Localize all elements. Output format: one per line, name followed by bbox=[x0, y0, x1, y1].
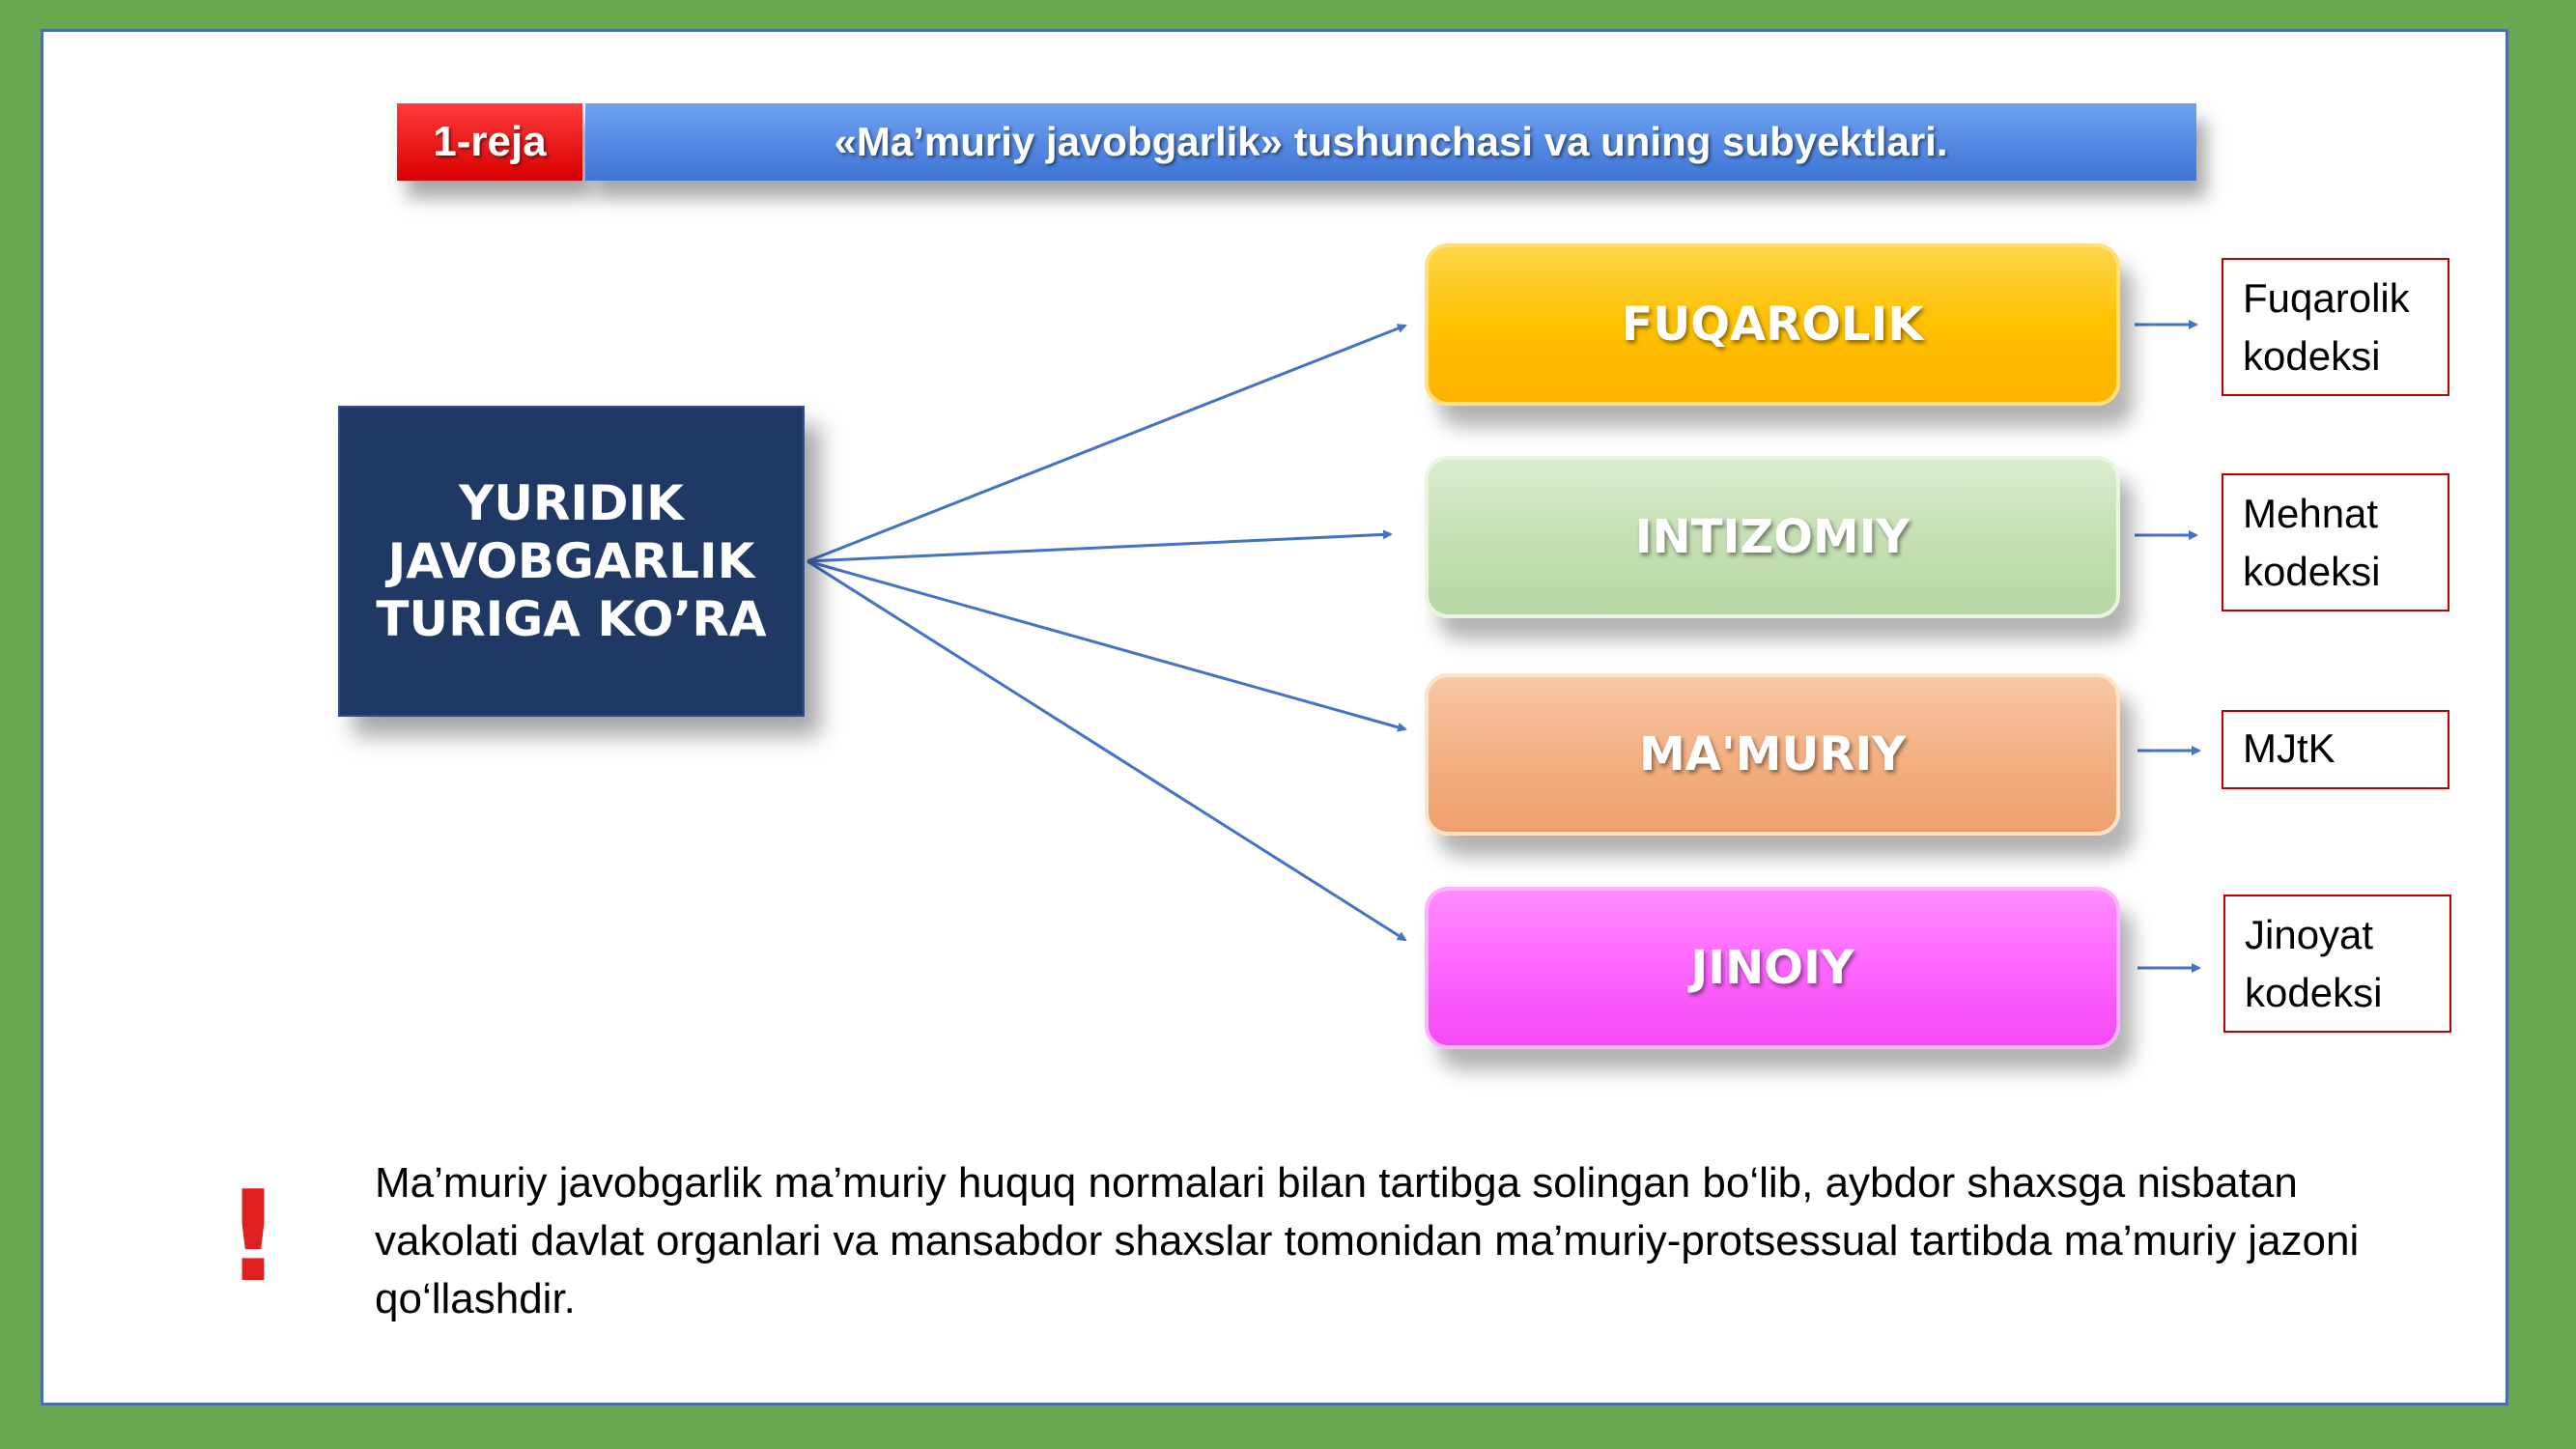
category-fuqarolik: FUQAROLIK bbox=[1425, 243, 2120, 406]
category-mamuriy: MA'MURIY bbox=[1425, 673, 2120, 836]
arrow-to-jinoiy bbox=[807, 561, 1405, 940]
plan-title: «Ma’muriy javobgarlik» tushunchasi va uning subyektlari. bbox=[585, 103, 2196, 181]
arrow-to-mamuriy bbox=[807, 561, 1405, 729]
arrow-to-fuqarolik bbox=[807, 326, 1405, 561]
legal-liability-box: YURIDIK JAVOBGARLIK TURIGA KO’RA bbox=[338, 406, 805, 717]
code-box-mehnat: Mehnat kodeksi bbox=[2222, 473, 2449, 611]
exclamation-icon: ! bbox=[224, 1163, 282, 1310]
arrow-to-intizomiy bbox=[807, 534, 1391, 561]
code-box-jinoyat: Jinoyat kodeksi bbox=[2223, 895, 2451, 1033]
plan-tag: 1-reja bbox=[397, 103, 582, 181]
category-intizomiy: INTIZOMIY bbox=[1425, 456, 2120, 618]
code-box-mjtk: MJtK bbox=[2222, 710, 2449, 789]
category-jinoiy: JINOIY bbox=[1425, 887, 2120, 1049]
code-box-fuqarolik: Fuqarolik kodeksi bbox=[2222, 258, 2449, 396]
definition-note: Ma’muriy javobgarlik ma’muriy huquq normalari bilan tartibga solingan bo‘lib, aybdor shaxsga nisbatan vakolati davlat organlari va mansabdor shaxslar tomonidan ma’muriy-protsessual tartibda ma’muriy jazoni qo‘llashdir. bbox=[375, 1159, 2360, 1322]
